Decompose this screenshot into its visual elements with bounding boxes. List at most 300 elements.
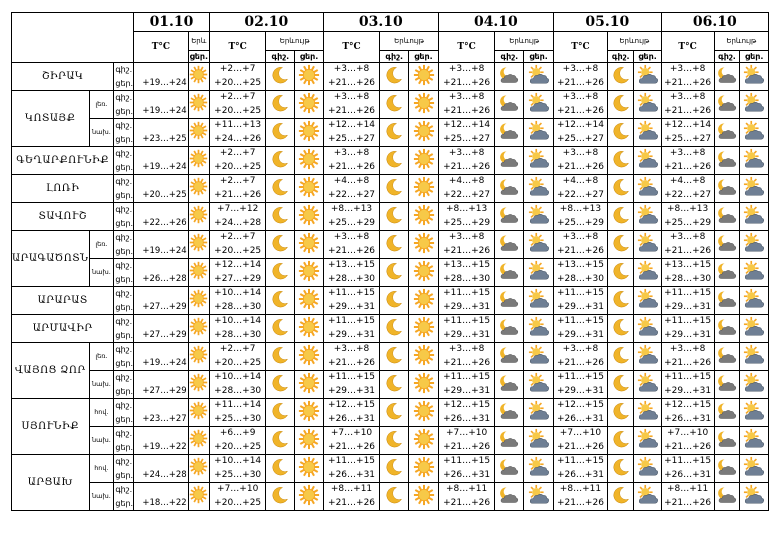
moon-icon [384,373,404,393]
night-temp: +2…+7 [219,344,256,354]
weather-icon-cell [188,287,209,315]
day-temp: +22…+27 [443,189,491,200]
day-temp: +21…+26 [443,245,491,256]
day-icon-cell [740,63,769,91]
night-icon-cell [607,343,633,371]
day-icon-cell [524,259,554,287]
temp-cell [134,259,189,287]
day-icon-cell [524,287,554,315]
temp-cell [661,259,714,287]
temp-cell [209,91,266,119]
night-subheader: գիշ. [607,51,633,63]
day-temp: +28…+30 [556,273,604,284]
moon-icon [384,65,404,85]
weather-icon-cell [188,63,209,91]
temp-cell [323,287,380,315]
night-icon-cell [714,483,740,511]
temp-cell [323,371,380,399]
period-labels [114,231,134,259]
day-temp: +21…+26 [328,497,376,508]
day-icon-cell [634,259,661,287]
sub-zone-label: հով. [89,399,114,427]
day-icon-cell [740,483,769,511]
day-temp: +20…+25 [214,161,262,172]
night-temp: +3…+8 [333,64,370,74]
day-icon-cell [740,455,769,483]
temp-cell [323,259,380,287]
temp-cell [438,147,495,175]
temp-cell [134,427,189,455]
moon-icon [611,485,631,505]
sun-icon [189,177,208,196]
temp-cell [553,287,607,315]
sun-icon [189,121,208,140]
partly-cloudy-day-icon [743,428,765,450]
weather-icon-cell [188,315,209,343]
period-labels [114,343,134,371]
night-icon-cell [266,259,295,287]
region-name: ՎԱՅՈՑ ՁՈՐ [12,343,90,399]
temp-cell [134,63,189,91]
day-temp: +25…+29 [328,217,376,228]
forecast-table-wrapper [11,12,769,511]
night-label: գիշ. [115,317,133,326]
night-temp: +10…+14 [214,456,262,466]
sun-icon [298,120,320,142]
night-icon-cell [495,455,524,483]
day-temp: +20…+25 [142,189,187,200]
night-icon-cell [380,315,409,343]
table-row [12,287,769,315]
night-icon-cell [714,371,740,399]
table-row [12,231,769,259]
day-icon-cell [524,343,554,371]
weather-header: Երևույթ [607,32,661,51]
partly-cloudy-day-icon [743,232,765,254]
moon-icon [611,401,631,421]
temp-cell [438,455,495,483]
period-labels [114,147,134,175]
sub-zone-label: լեռ. [89,343,114,371]
day-temp: +24…+26 [214,133,262,144]
day-temp: +24…+28 [142,469,187,480]
night-icon-cell [495,147,524,175]
partly-cloudy-night-icon [717,177,737,197]
sun-icon [189,373,208,392]
night-icon-cell [714,147,740,175]
partly-cloudy-day-icon [637,232,659,254]
partly-cloudy-day-icon [743,204,765,226]
sun-icon [298,148,320,170]
night-label: գիշ. [115,373,133,382]
partly-cloudy-day-icon [637,260,659,282]
day-temp: +25…+29 [556,217,604,228]
partly-cloudy-night-icon [717,317,737,337]
region-name: ԼՈՌԻ [12,175,114,203]
day-temp: +20…+25 [214,77,262,88]
moon-icon [611,205,631,225]
partly-cloudy-night-icon [717,205,737,225]
moon-icon [611,289,631,309]
night-temp: +8…+13 [559,204,602,214]
moon-icon [611,121,631,141]
day-icon-cell [634,455,661,483]
day-temp: +28…+30 [328,273,376,284]
partly-cloudy-night-icon [717,345,737,365]
partly-cloudy-day-icon [637,176,659,198]
temp-cell [134,343,189,371]
moon-icon [270,233,290,253]
weather-icon-cell [188,259,209,287]
temp-cell [323,455,380,483]
night-temp: +7…+10 [330,428,373,438]
region-name: ԱՐՄԱՎԻՐ [12,315,114,343]
weather-icon-cell [188,119,209,147]
night-icon-cell [607,175,633,203]
moon-icon [384,429,404,449]
day-icon-cell [409,315,439,343]
temp-cell [438,203,495,231]
partly-cloudy-night-icon [499,177,519,197]
day-icon-cell [295,63,323,91]
day-icon-cell [295,427,323,455]
night-icon-cell [380,175,409,203]
day-icon-cell [524,147,554,175]
moon-icon [384,261,404,281]
day-temp: +21…+26 [443,497,491,508]
night-subheader: գիշ. [266,51,295,63]
day-icon-cell [524,91,554,119]
moon-icon [270,429,290,449]
day-icon-cell [740,175,769,203]
moon-icon [270,345,290,365]
night-label: գիշ. [115,485,133,494]
partly-cloudy-night-icon [717,65,737,85]
temp-cell [438,343,495,371]
partly-cloudy-day-icon [528,288,550,310]
day-icon-cell [295,119,323,147]
night-icon-cell [607,147,633,175]
partly-cloudy-day-icon [637,316,659,338]
night-temp: +12…+15 [664,400,712,410]
night-icon-cell [714,119,740,147]
night-temp: +2…+7 [219,148,256,158]
sun-icon [189,205,208,224]
day-temp: +29…+31 [328,329,376,340]
day-temp: +29…+31 [556,301,604,312]
night-icon-cell [495,315,524,343]
sun-icon [298,344,320,366]
table-row [12,427,769,455]
night-label: գիշ. [115,121,133,130]
weather-header: Երևույթ [495,32,554,51]
temp-cell [661,63,714,91]
day-temp: +28…+30 [214,385,262,396]
partly-cloudy-night-icon [499,93,519,113]
temp-cell [661,427,714,455]
weather-forecast-table [11,12,769,511]
day-label: ցեր. [115,414,134,424]
moon-icon [611,233,631,253]
temp-cell [553,259,607,287]
day-icon-cell [295,259,323,287]
night-temp: +2…+7 [219,176,256,186]
moon-icon [384,93,404,113]
weather-icon-cell [188,399,209,427]
temp-cell [209,427,266,455]
day-icon-cell [740,371,769,399]
day-icon-cell [409,259,439,287]
night-icon-cell [495,119,524,147]
temp-cell [553,63,607,91]
night-temp: +12…+15 [328,400,376,410]
day-icon-cell [409,147,439,175]
moon-icon [611,177,631,197]
day-label: ցեր. [115,134,134,144]
temp-cell [661,203,714,231]
day-icon-cell [634,203,661,231]
temp-cell [661,455,714,483]
temp-cell [553,315,607,343]
temp-cell [134,371,189,399]
night-icon-cell [266,91,295,119]
table-row [12,259,769,287]
night-temp: +7…+10 [445,428,488,438]
temp-cell [553,427,607,455]
day-label: ցեր. [115,218,134,228]
temp-cell [661,343,714,371]
temp-cell [209,203,266,231]
day-label: ցեր. [115,358,134,368]
region-name: ԿՈՏԱՅՔ [12,91,90,147]
night-icon-cell [495,287,524,315]
night-icon-cell [380,203,409,231]
night-temp: +4…+8 [448,176,485,186]
partly-cloudy-night-icon [499,121,519,141]
day-temp: +26…+31 [328,413,376,424]
partly-cloudy-night-icon [499,401,519,421]
night-icon-cell [266,315,295,343]
day-temp: +21…+26 [328,357,376,368]
night-icon-cell [495,343,524,371]
day-label: ցեր. [115,386,134,396]
temp-cell [553,343,607,371]
moon-icon [611,149,631,169]
temp-header: T°C [438,32,495,63]
temp-cell [209,259,266,287]
night-icon-cell [607,203,633,231]
sun-icon [298,64,320,86]
day-icon-cell [409,483,439,511]
night-icon-cell [495,203,524,231]
moon-icon [384,345,404,365]
sun-icon [189,485,208,504]
partly-cloudy-night-icon [717,233,737,253]
sun-icon [189,93,208,112]
partly-cloudy-night-icon [717,93,737,113]
sun-icon [413,288,435,310]
night-temp: +11…+15 [443,316,491,326]
sub-zone-label: նախ. [89,259,114,287]
night-icon-cell [607,371,633,399]
sun-icon [298,176,320,198]
sun-icon [189,261,208,280]
day-subheader: ցեր. [409,51,439,63]
moon-icon [384,177,404,197]
temp-header: T°C [323,32,380,63]
day-icon-cell [409,287,439,315]
temp-cell [661,147,714,175]
moon-icon [270,177,290,197]
night-icon-cell [495,259,524,287]
day-temp: +21…+26 [664,245,712,256]
sub-zone-label: լեռ. [89,91,114,119]
day-temp: +21…+26 [443,77,491,88]
sun-icon [413,484,435,506]
day-icon-cell [740,119,769,147]
day-icon-cell [524,483,554,511]
sun-icon [298,372,320,394]
temp-cell [438,483,495,511]
partly-cloudy-day-icon [528,400,550,422]
moon-icon [270,317,290,337]
night-temp: +12…+15 [443,400,491,410]
day-icon-cell [295,343,323,371]
night-icon-cell [380,371,409,399]
day-icon-cell [524,315,554,343]
partly-cloudy-night-icon [499,373,519,393]
table-row [12,483,769,511]
night-temp: +8…+11 [330,484,373,494]
weather-icon-cell [188,175,209,203]
day-temp: +29…+31 [664,385,712,396]
partly-cloudy-night-icon [499,65,519,85]
partly-cloudy-night-icon [717,457,737,477]
day-temp: +21…+26 [328,441,376,452]
temp-cell [553,371,607,399]
moon-icon [384,401,404,421]
moon-icon [270,205,290,225]
table-row [12,455,769,483]
night-temp: +12…+14 [443,120,491,130]
temp-cell [134,91,189,119]
moon-icon [611,429,631,449]
table-row [12,343,769,371]
weather-header: Երևույթ [714,32,768,51]
day-temp: +29…+31 [328,385,376,396]
partly-cloudy-day-icon [743,260,765,282]
temp-cell [438,371,495,399]
weather-header: Երևույթ [380,32,439,51]
night-icon-cell [495,399,524,427]
temp-cell [438,315,495,343]
day-temp: +21…+26 [328,161,376,172]
day-icon-cell [295,231,323,259]
day-icon-cell [740,91,769,119]
night-icon-cell [714,63,740,91]
moon-icon [270,485,290,505]
partly-cloudy-day-icon [637,92,659,114]
day-icon-cell [524,203,554,231]
night-temp: +3…+8 [669,148,706,158]
night-icon-cell [380,63,409,91]
region-name: ԱՐԱՐԱՏ [12,287,114,315]
night-temp: +3…+8 [333,148,370,158]
night-temp: +3…+8 [562,64,599,74]
night-temp: +11…+14 [214,400,262,410]
day-icon-cell [524,427,554,455]
temp-cell [209,483,266,511]
partly-cloudy-day-icon [743,148,765,170]
day-temp: +26…+31 [443,469,491,480]
day-icon-cell [524,175,554,203]
sun-icon [413,176,435,198]
day-temp: +25…+30 [214,469,262,480]
night-icon-cell [607,455,633,483]
moon-icon [270,373,290,393]
day-temp: +19…+24 [142,245,187,256]
night-temp: +8…+11 [559,484,602,494]
temp-cell [209,399,266,427]
temp-cell [553,203,607,231]
partly-cloudy-night-icon [499,261,519,281]
night-icon-cell [266,63,295,91]
night-temp: +2…+7 [219,92,256,102]
period-labels [114,287,134,315]
partly-cloudy-night-icon [717,121,737,141]
moon-icon [270,65,290,85]
day-temp: +19…+24 [142,105,187,116]
night-temp: +10…+14 [214,288,262,298]
partly-cloudy-night-icon [717,289,737,309]
temp-cell [553,231,607,259]
partly-cloudy-night-icon [717,485,737,505]
night-label: գիշ. [115,261,133,270]
day-temp: +21…+26 [556,77,604,88]
day-icon-cell [740,231,769,259]
sun-icon [413,204,435,226]
temp-header: T°C [134,32,189,63]
day-icon-cell [409,119,439,147]
partly-cloudy-night-icon [499,149,519,169]
sun-icon [189,457,208,476]
partly-cloudy-night-icon [717,373,737,393]
day-temp: +25…+29 [664,217,712,228]
sun-icon [298,232,320,254]
period-labels [114,175,134,203]
partly-cloudy-day-icon [743,176,765,198]
day-icon-cell [295,203,323,231]
night-icon-cell [714,175,740,203]
night-temp: +3…+8 [333,344,370,354]
day-icon-cell [634,63,661,91]
night-label: գիշ. [115,345,133,354]
night-temp: +3…+8 [669,92,706,102]
moon-icon [611,457,631,477]
day-icon-cell [524,455,554,483]
day-icon-cell [409,175,439,203]
day-temp: +25…+27 [328,133,376,144]
temp-cell [553,175,607,203]
sun-icon [298,260,320,282]
night-icon-cell [266,231,295,259]
day-temp: +19…+22 [142,441,187,452]
day-temp: +21…+26 [556,441,604,452]
night-icon-cell [495,175,524,203]
day-temp: +21…+26 [328,105,376,116]
day-temp: +26…+31 [664,469,712,480]
temp-cell [323,203,380,231]
